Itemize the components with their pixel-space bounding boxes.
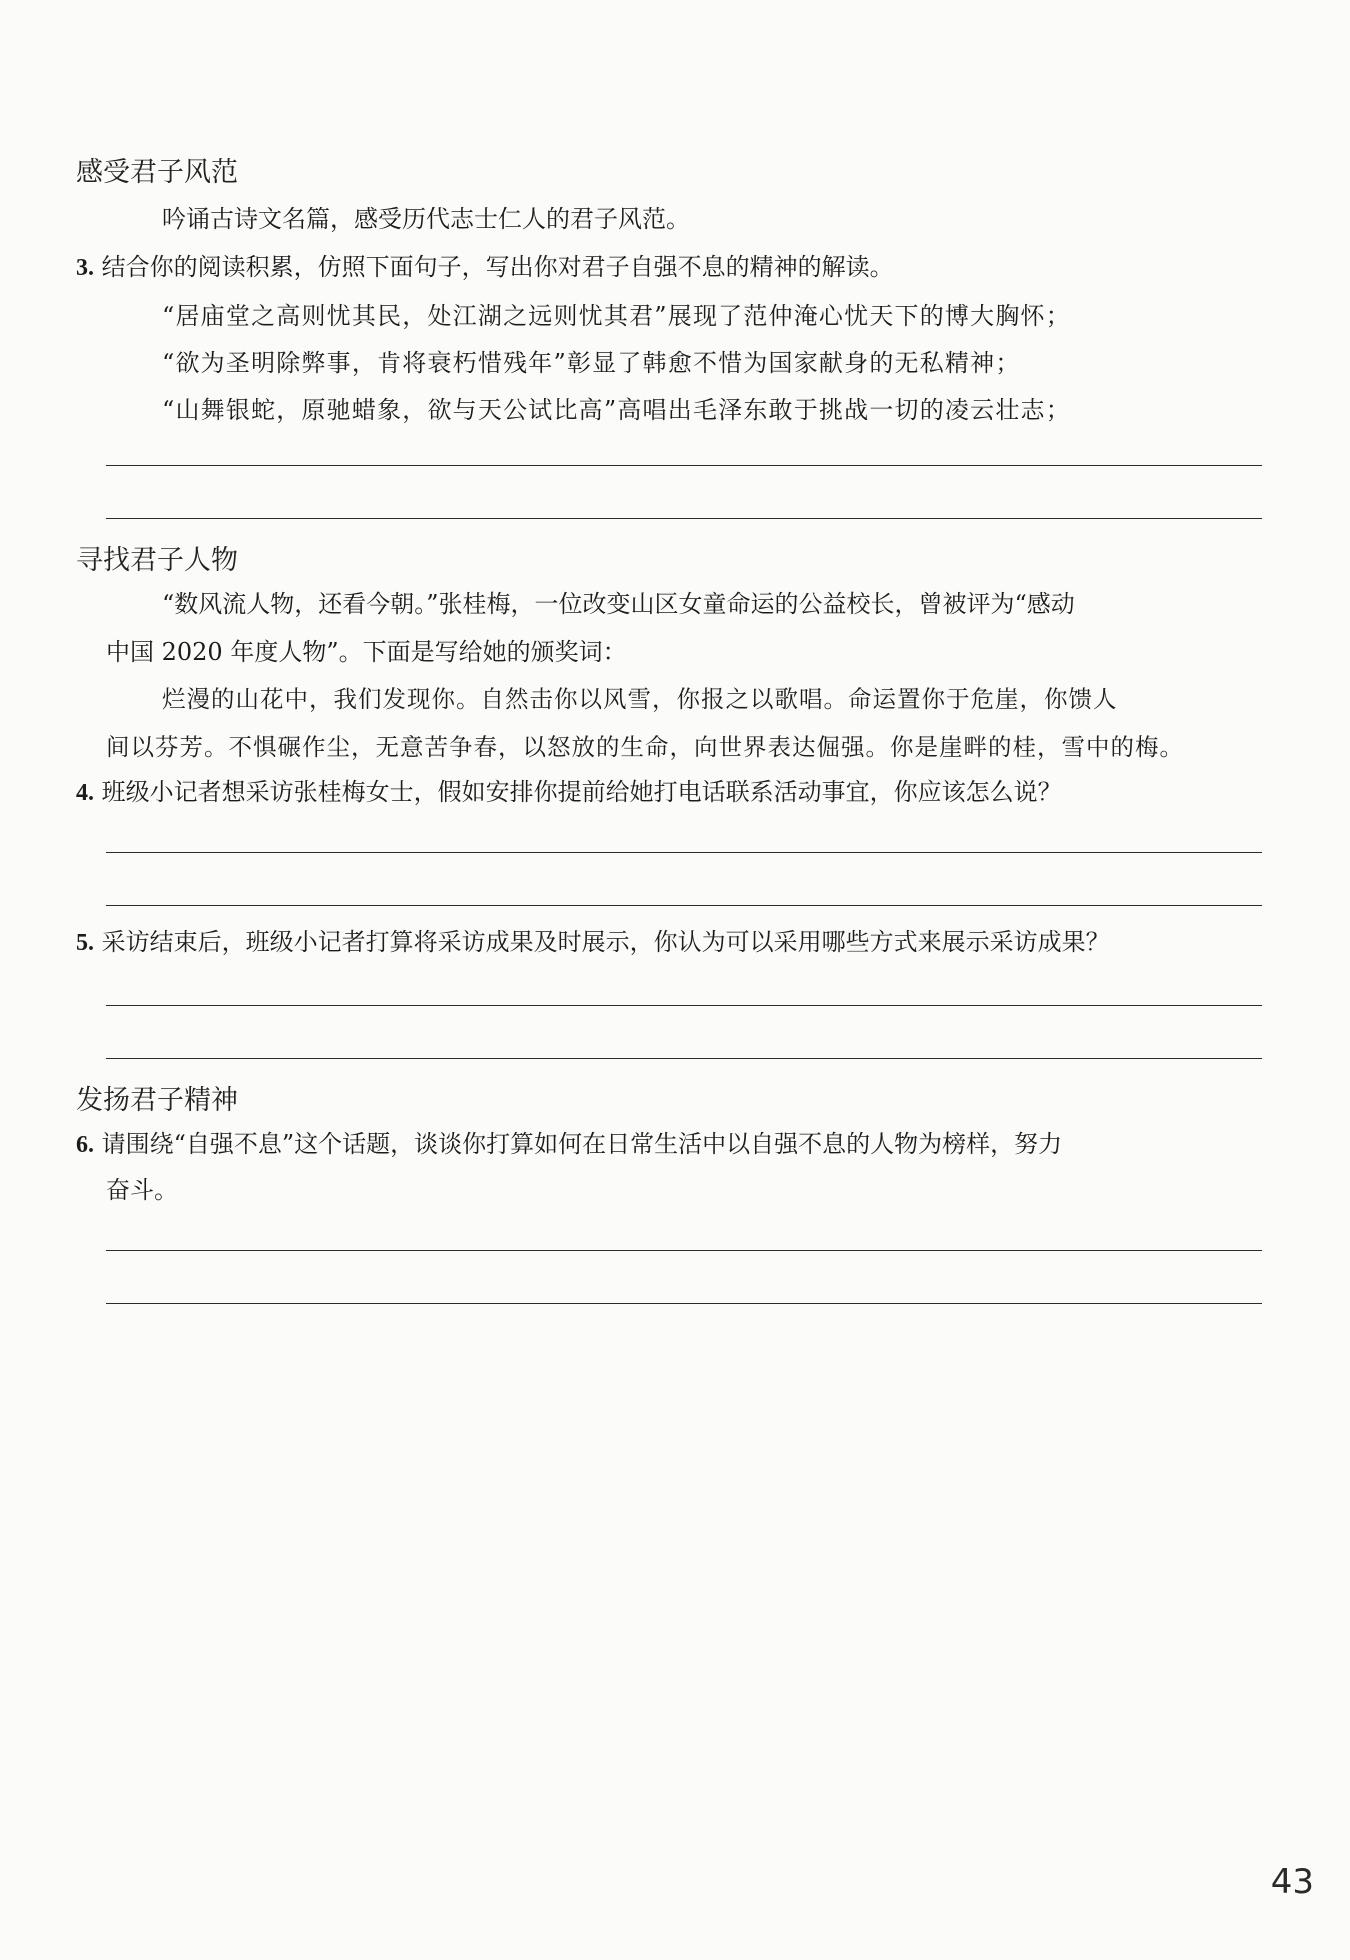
question-6-line2: 奋斗。 bbox=[106, 1176, 178, 1204]
answer-line[interactable] bbox=[106, 1005, 1262, 1006]
question-4 bbox=[76, 768, 1062, 817]
question-number: 5. bbox=[76, 930, 94, 956]
answer-line[interactable] bbox=[106, 1058, 1262, 1059]
question-6-line1 bbox=[76, 1120, 1062, 1169]
example-quote-3: “山舞银蛇，原驰蜡象，欲与天公试比高”高唱出毛泽东敢于挑战一切的凌云壮志； bbox=[162, 396, 1071, 424]
answer-line[interactable] bbox=[106, 852, 1262, 853]
answer-line[interactable] bbox=[106, 518, 1262, 519]
section-title-find-gentleman: 寻找君子人物 bbox=[76, 545, 238, 576]
question-5 bbox=[76, 918, 1110, 967]
question-text: 采访结束后，班级小记者打算将采访成果及时展示，你认为可以采用哪些方式来展示采访成果？ bbox=[101, 928, 1110, 956]
answer-line[interactable] bbox=[106, 1303, 1262, 1304]
answer-line[interactable] bbox=[106, 1250, 1262, 1251]
answer-line[interactable] bbox=[106, 905, 1262, 906]
question-3 bbox=[76, 243, 894, 292]
section-title-feel-gentleman: 感受君子风范 bbox=[76, 157, 238, 188]
question-number: 4. bbox=[76, 780, 94, 806]
award-citation-line1: 烂漫的山花中，我们发现你。自然击你以风雪，你报之以歌唱。命运置你于危崖，你馈人 bbox=[162, 685, 1118, 713]
page-number: 43 bbox=[1270, 1862, 1314, 1902]
question-text: 结合你的阅读积累，仿照下面句子，写出你对君子自强不息的精神的解读。 bbox=[101, 253, 894, 281]
question-text: 班级小记者想采访张桂梅女士，假如安排你提前给她打电话联系活动事宜，你应该怎么说？ bbox=[101, 778, 1062, 806]
answer-line[interactable] bbox=[106, 465, 1262, 466]
section-title-carry-forward: 发扬君子精神 bbox=[76, 1085, 238, 1116]
section1-intro: 吟诵古诗文名篇，感受历代志士仁人的君子风范。 bbox=[162, 205, 690, 233]
example-quote-1: “居庙堂之高则忧其民，处江湖之远则忧其君”展现了范仲淹心忧天下的博大胸怀； bbox=[162, 302, 1071, 330]
question-number: 6. bbox=[76, 1132, 94, 1158]
section2-intro-line2: 中国 2020 年度人物”。下面是写给她的颁奖词： bbox=[106, 638, 627, 666]
question-text: 请围绕“自强不息”这个话题，谈谈你打算如何在日常生活中以自强不息的人物为榜样，努力 bbox=[101, 1130, 1063, 1158]
award-citation-line2: 间以芬芳。不惧碾作尘，无意苦争春，以怒放的生命，向世界表达倔强。你是崖畔的桂，雪中的梅。 bbox=[106, 733, 1184, 761]
question-number: 3. bbox=[76, 255, 94, 281]
section2-intro-line1: “数风流人物，还看今朝。”张桂梅，一位改变山区女童命运的公益校长，曾被评为“感动 bbox=[162, 590, 1075, 618]
example-quote-2: “欲为圣明除弊事，肯将衰朽惜残年”彰显了韩愈不惜为国家献身的无私精神； bbox=[162, 349, 1021, 377]
